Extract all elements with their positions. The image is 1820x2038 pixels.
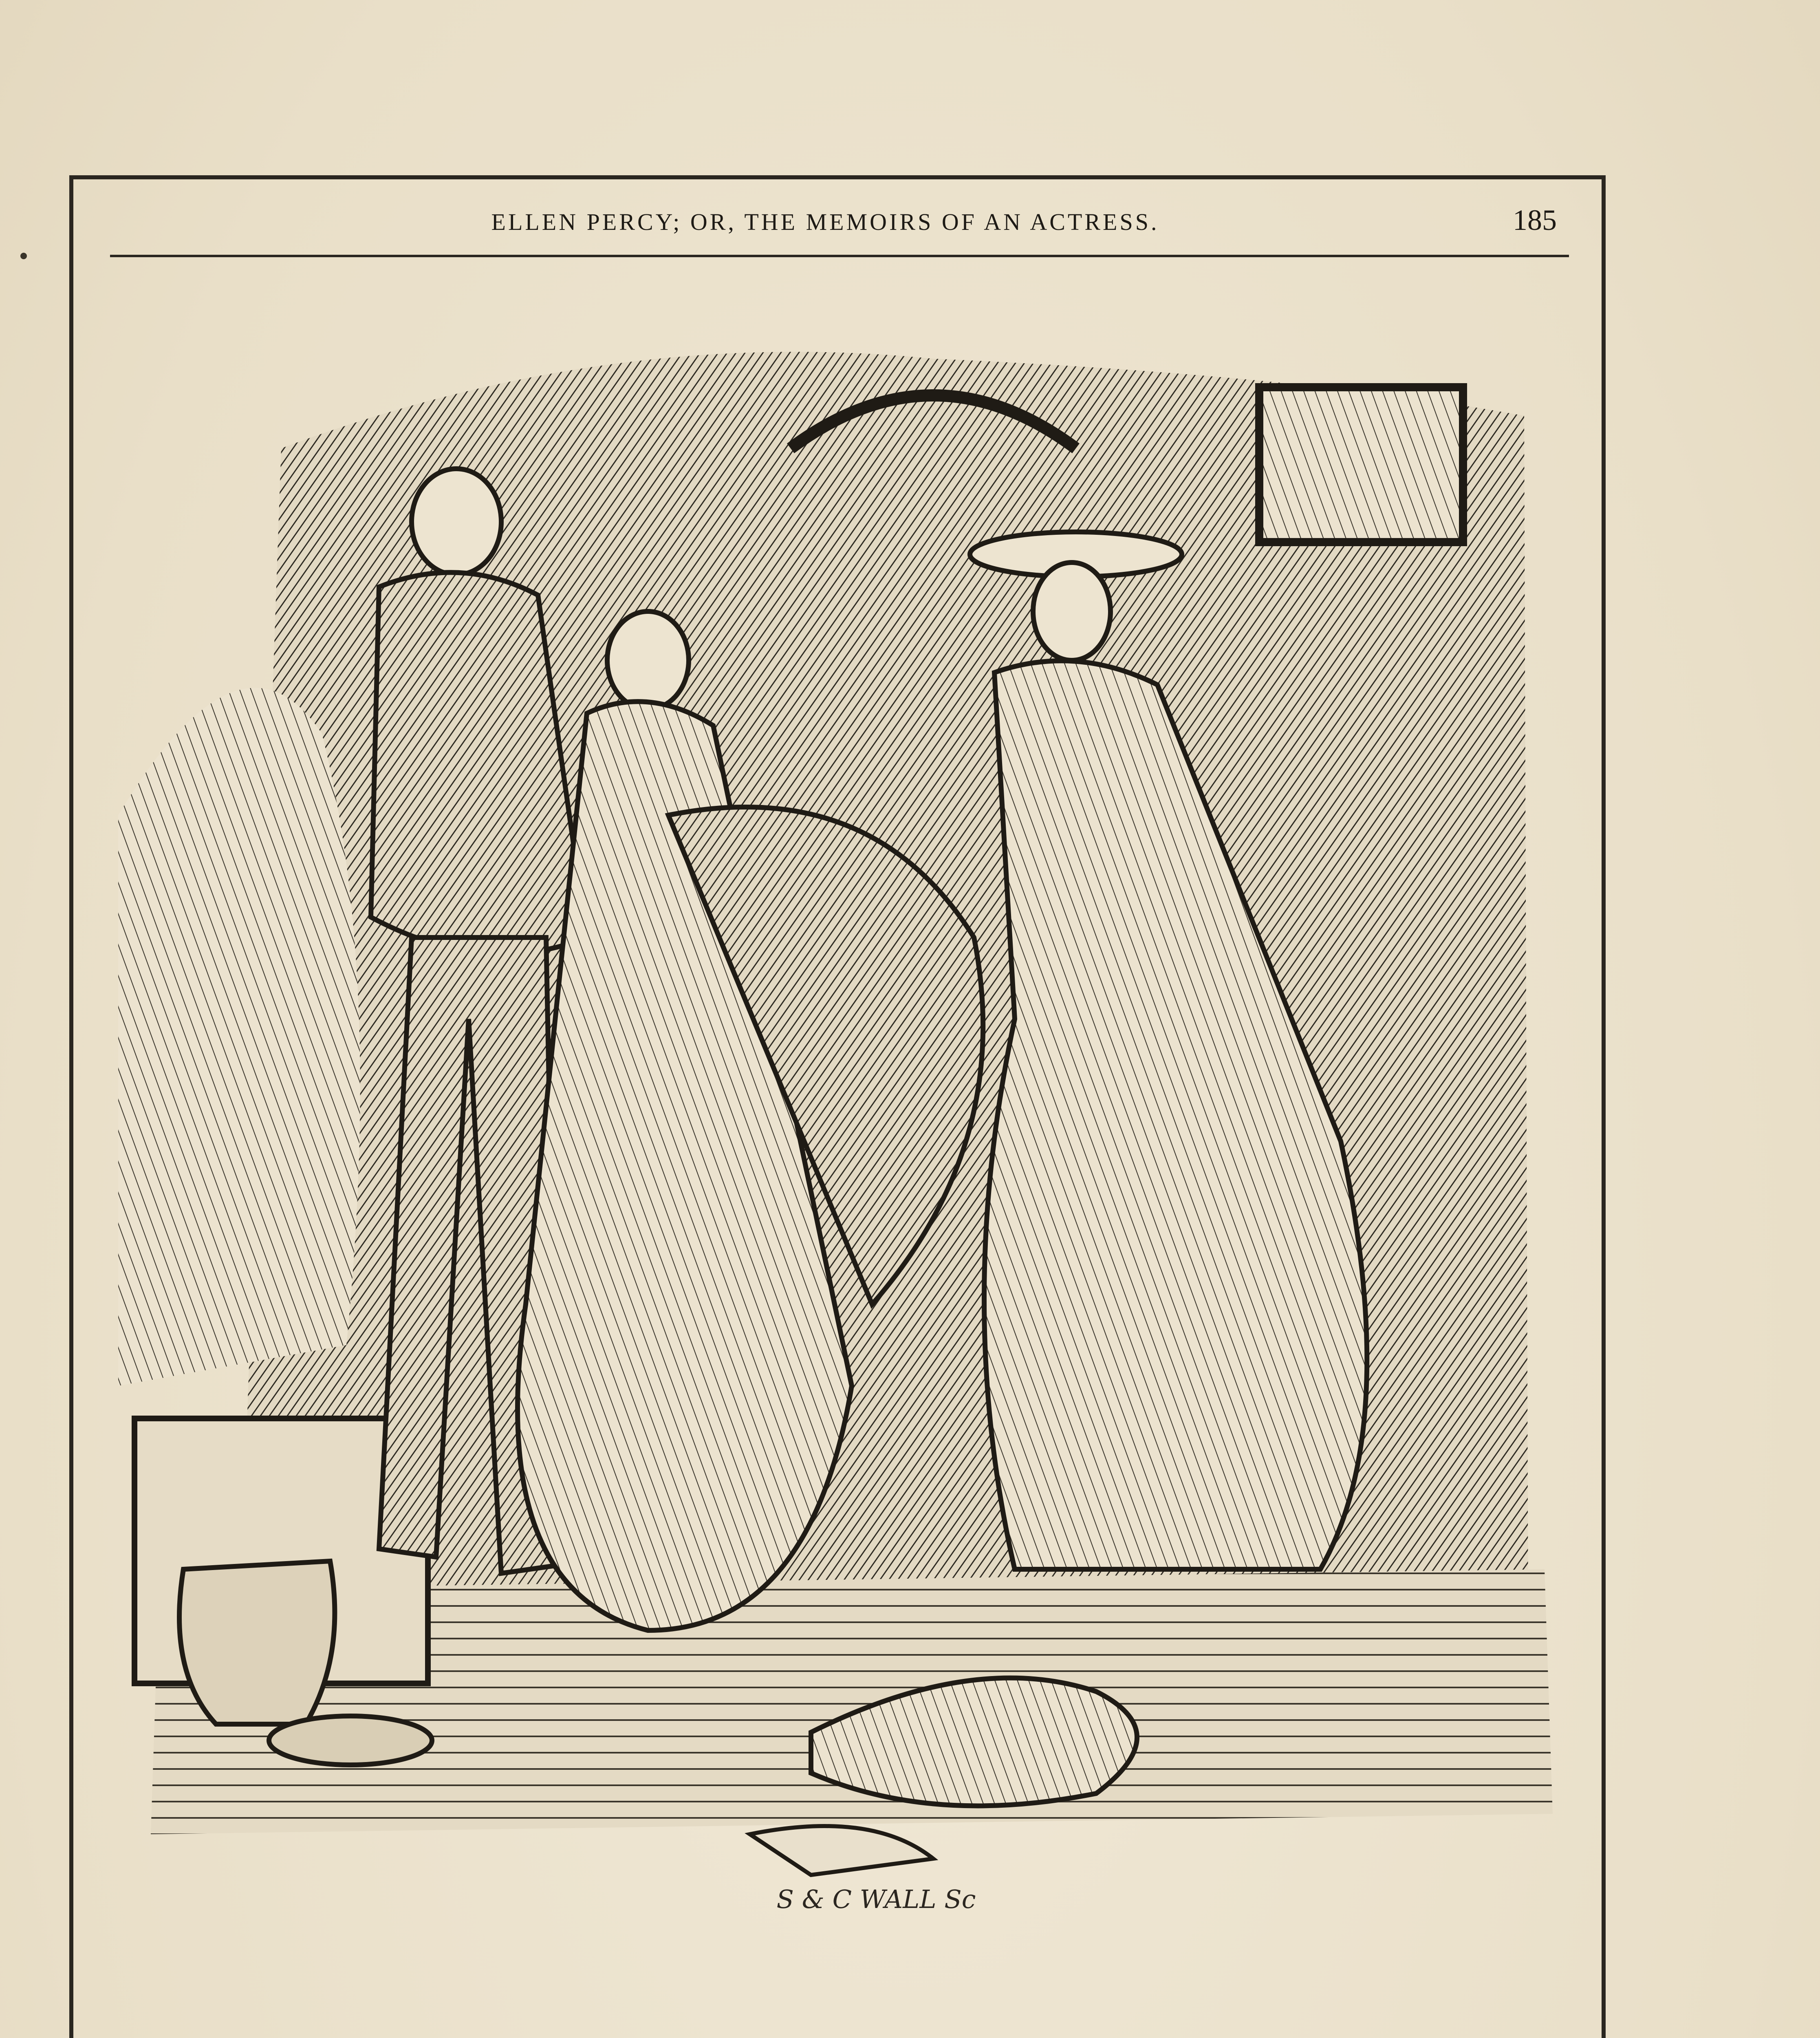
page-number: 185 [1513,204,1557,236]
jug [179,1561,335,1724]
fallen-glove [750,1826,933,1875]
window [1259,387,1463,542]
engraving-illustration [118,326,1569,1956]
running-title: ELLEN PERCY; OR, THE MEMOIRS OF AN ACTRESS. [491,209,1159,235]
bowl [269,1716,432,1765]
engraver-signature: S & C WALL Sc [776,1884,976,1914]
foliage [118,688,360,1386]
engraving-svg [118,326,1569,1956]
page-speck [20,253,27,259]
header-rule [110,255,1569,257]
